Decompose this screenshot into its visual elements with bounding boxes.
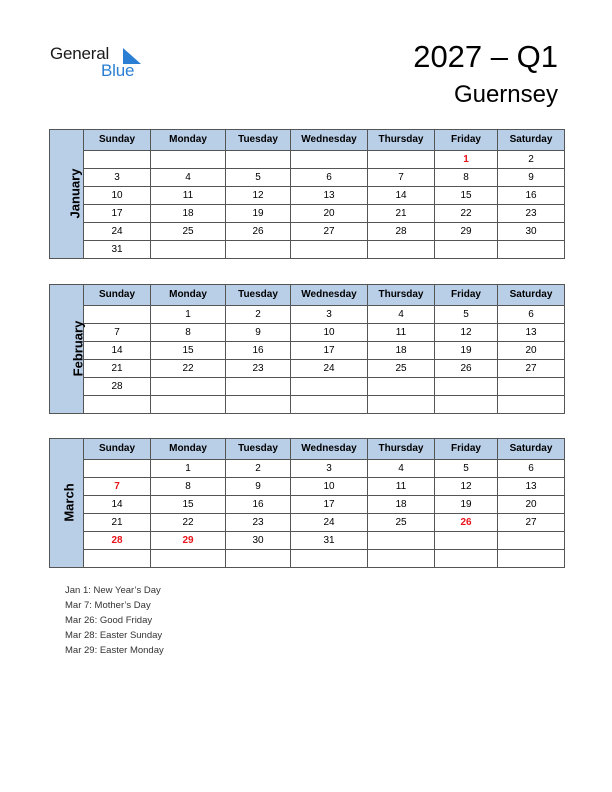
day-cell bbox=[498, 532, 565, 550]
day-cell: 9 bbox=[226, 324, 291, 342]
day-cell: 3 bbox=[84, 169, 151, 187]
day-cell: 3 bbox=[291, 306, 368, 324]
day-cell: 30 bbox=[226, 532, 291, 550]
day-cell: 22 bbox=[151, 514, 226, 532]
week-row bbox=[50, 187, 565, 205]
weekday-header: Friday bbox=[435, 439, 498, 460]
week-row bbox=[50, 360, 565, 378]
week-row bbox=[50, 342, 565, 360]
day-cell bbox=[435, 532, 498, 550]
day-cell bbox=[151, 151, 226, 169]
day-cell: 24 bbox=[84, 223, 151, 241]
day-cell: 25 bbox=[151, 223, 226, 241]
day-cell: 28 bbox=[84, 378, 151, 396]
day-cell: 27 bbox=[291, 223, 368, 241]
day-cell: 28 bbox=[368, 223, 435, 241]
day-cell bbox=[368, 396, 435, 414]
day-cell: 16 bbox=[226, 496, 291, 514]
week-row bbox=[50, 478, 565, 496]
week-row bbox=[50, 223, 565, 241]
day-cell: 1 bbox=[151, 306, 226, 324]
day-cell bbox=[151, 550, 226, 568]
weekday-header: Saturday bbox=[498, 130, 565, 151]
weekday-header: Sunday bbox=[84, 439, 151, 460]
day-cell: 4 bbox=[151, 169, 226, 187]
week-row bbox=[50, 151, 565, 169]
day-cell bbox=[151, 396, 226, 414]
day-cell: 1 bbox=[435, 151, 498, 169]
day-cell: 20 bbox=[498, 496, 565, 514]
day-cell: 7 bbox=[84, 478, 151, 496]
day-cell: 2 bbox=[498, 151, 565, 169]
weekday-header: Wednesday bbox=[291, 285, 368, 306]
day-cell: 9 bbox=[498, 169, 565, 187]
day-cell: 9 bbox=[226, 478, 291, 496]
day-cell bbox=[84, 306, 151, 324]
logo-general-text: General bbox=[50, 44, 110, 63]
month-name: January bbox=[67, 168, 83, 218]
day-cell: 19 bbox=[435, 342, 498, 360]
day-cell bbox=[291, 151, 368, 169]
day-cell: 24 bbox=[291, 360, 368, 378]
day-cell: 24 bbox=[291, 514, 368, 532]
week-row bbox=[50, 378, 565, 396]
day-cell bbox=[435, 396, 498, 414]
day-cell: 21 bbox=[84, 360, 151, 378]
day-cell: 8 bbox=[435, 169, 498, 187]
month-calendar-february bbox=[49, 284, 565, 414]
day-cell: 26 bbox=[435, 514, 498, 532]
day-cell: 31 bbox=[291, 532, 368, 550]
day-cell bbox=[151, 241, 226, 259]
day-cell bbox=[368, 241, 435, 259]
day-cell: 18 bbox=[151, 205, 226, 223]
day-cell: 23 bbox=[498, 205, 565, 223]
week-row bbox=[50, 306, 565, 324]
day-cell: 23 bbox=[226, 360, 291, 378]
day-cell bbox=[84, 396, 151, 414]
day-cell: 15 bbox=[151, 496, 226, 514]
day-cell: 22 bbox=[435, 205, 498, 223]
day-cell: 28 bbox=[84, 532, 151, 550]
day-cell bbox=[84, 151, 151, 169]
weekday-header: Tuesday bbox=[226, 130, 291, 151]
week-row bbox=[50, 532, 565, 550]
weekday-header: Monday bbox=[151, 285, 226, 306]
weekday-header: Tuesday bbox=[226, 439, 291, 460]
logo bbox=[50, 44, 150, 84]
day-cell: 15 bbox=[151, 342, 226, 360]
day-cell: 14 bbox=[84, 496, 151, 514]
page-title: 2027 – Q1 bbox=[413, 39, 558, 74]
day-cell bbox=[498, 396, 565, 414]
weekday-header: Thursday bbox=[368, 130, 435, 151]
weekday-header: Monday bbox=[151, 130, 226, 151]
day-cell: 4 bbox=[368, 306, 435, 324]
day-cell: 22 bbox=[151, 360, 226, 378]
day-cell bbox=[368, 550, 435, 568]
day-cell bbox=[435, 378, 498, 396]
day-cell: 30 bbox=[498, 223, 565, 241]
day-cell bbox=[498, 378, 565, 396]
month-label-cell bbox=[50, 439, 84, 568]
day-cell bbox=[368, 532, 435, 550]
day-cell: 10 bbox=[84, 187, 151, 205]
day-cell: 19 bbox=[226, 205, 291, 223]
day-cell: 7 bbox=[368, 169, 435, 187]
day-cell bbox=[498, 241, 565, 259]
day-cell: 6 bbox=[291, 169, 368, 187]
day-cell bbox=[226, 241, 291, 259]
day-cell bbox=[435, 550, 498, 568]
day-cell bbox=[368, 378, 435, 396]
day-cell bbox=[291, 550, 368, 568]
day-cell bbox=[435, 241, 498, 259]
day-cell: 11 bbox=[368, 478, 435, 496]
weekday-header: Sunday bbox=[84, 285, 151, 306]
day-cell: 29 bbox=[435, 223, 498, 241]
month-label-cell bbox=[50, 285, 84, 414]
day-cell bbox=[226, 151, 291, 169]
day-cell bbox=[291, 378, 368, 396]
day-cell: 21 bbox=[84, 514, 151, 532]
day-cell: 19 bbox=[435, 496, 498, 514]
day-cell: 23 bbox=[226, 514, 291, 532]
country-name: Guernsey bbox=[453, 81, 558, 108]
weekday-header: Monday bbox=[151, 439, 226, 460]
week-row bbox=[50, 169, 565, 187]
weekday-header: Thursday bbox=[368, 285, 435, 306]
day-cell bbox=[226, 396, 291, 414]
day-cell: 14 bbox=[84, 342, 151, 360]
day-cell bbox=[226, 378, 291, 396]
weekday-header: Saturday bbox=[498, 439, 565, 460]
logo-blue-text: Blue bbox=[101, 61, 135, 80]
holiday-notes bbox=[65, 583, 164, 658]
day-cell: 21 bbox=[368, 205, 435, 223]
day-cell bbox=[84, 550, 151, 568]
day-cell: 27 bbox=[498, 360, 565, 378]
day-cell bbox=[291, 396, 368, 414]
month-calendar-january bbox=[49, 129, 565, 259]
month-name: March bbox=[61, 482, 77, 522]
weekday-header: Sunday bbox=[84, 130, 151, 151]
day-cell: 13 bbox=[498, 478, 565, 496]
week-row bbox=[50, 496, 565, 514]
week-row bbox=[50, 241, 565, 259]
day-cell: 26 bbox=[435, 360, 498, 378]
weekday-header: Wednesday bbox=[291, 439, 368, 460]
weekday-header: Friday bbox=[435, 285, 498, 306]
week-row bbox=[50, 514, 565, 532]
day-cell: 31 bbox=[84, 241, 151, 259]
day-cell: 5 bbox=[435, 306, 498, 324]
day-cell: 2 bbox=[226, 306, 291, 324]
day-cell: 17 bbox=[84, 205, 151, 223]
day-cell: 11 bbox=[368, 324, 435, 342]
weekday-header: Tuesday bbox=[226, 285, 291, 306]
day-cell: 12 bbox=[435, 478, 498, 496]
day-cell: 12 bbox=[435, 324, 498, 342]
week-row bbox=[50, 550, 565, 568]
holiday-note: Mar 28: Easter Sunday bbox=[65, 630, 163, 641]
day-cell: 14 bbox=[368, 187, 435, 205]
day-cell: 18 bbox=[368, 342, 435, 360]
day-cell: 6 bbox=[498, 460, 565, 478]
weekday-header: Thursday bbox=[368, 439, 435, 460]
day-cell: 16 bbox=[498, 187, 565, 205]
month-calendar-march bbox=[49, 438, 565, 568]
day-cell: 17 bbox=[291, 342, 368, 360]
day-cell: 8 bbox=[151, 478, 226, 496]
day-cell: 10 bbox=[291, 324, 368, 342]
holiday-note: Jan 1: New Year’s Day bbox=[65, 585, 161, 596]
day-cell: 5 bbox=[226, 169, 291, 187]
day-cell bbox=[368, 151, 435, 169]
week-row bbox=[50, 324, 565, 342]
week-row bbox=[50, 205, 565, 223]
day-cell: 18 bbox=[368, 496, 435, 514]
month-label-cell bbox=[50, 130, 84, 259]
holiday-note: Mar 29: Easter Monday bbox=[65, 645, 164, 656]
day-cell: 15 bbox=[435, 187, 498, 205]
day-cell: 3 bbox=[291, 460, 368, 478]
holiday-note: Mar 7: Mother’s Day bbox=[65, 600, 151, 611]
day-cell bbox=[498, 550, 565, 568]
day-cell: 7 bbox=[84, 324, 151, 342]
day-cell: 13 bbox=[291, 187, 368, 205]
day-cell: 13 bbox=[498, 324, 565, 342]
weekday-header: Friday bbox=[435, 130, 498, 151]
day-cell bbox=[84, 460, 151, 478]
day-cell: 8 bbox=[151, 324, 226, 342]
day-cell bbox=[291, 241, 368, 259]
month-name: February bbox=[70, 320, 86, 376]
day-cell: 4 bbox=[368, 460, 435, 478]
week-row bbox=[50, 396, 565, 414]
day-cell bbox=[226, 550, 291, 568]
day-cell: 29 bbox=[151, 532, 226, 550]
day-cell bbox=[151, 378, 226, 396]
day-cell: 11 bbox=[151, 187, 226, 205]
day-cell: 12 bbox=[226, 187, 291, 205]
day-cell: 25 bbox=[368, 360, 435, 378]
day-cell: 1 bbox=[151, 460, 226, 478]
day-cell: 26 bbox=[226, 223, 291, 241]
day-cell: 5 bbox=[435, 460, 498, 478]
day-cell: 2 bbox=[226, 460, 291, 478]
day-cell: 20 bbox=[498, 342, 565, 360]
day-cell: 20 bbox=[291, 205, 368, 223]
weekday-header: Wednesday bbox=[291, 130, 368, 151]
holiday-note: Mar 26: Good Friday bbox=[65, 615, 153, 626]
day-cell: 16 bbox=[226, 342, 291, 360]
day-cell: 10 bbox=[291, 478, 368, 496]
day-cell: 17 bbox=[291, 496, 368, 514]
day-cell: 27 bbox=[498, 514, 565, 532]
day-cell: 6 bbox=[498, 306, 565, 324]
weekday-header: Saturday bbox=[498, 285, 565, 306]
week-row bbox=[50, 460, 565, 478]
day-cell: 25 bbox=[368, 514, 435, 532]
